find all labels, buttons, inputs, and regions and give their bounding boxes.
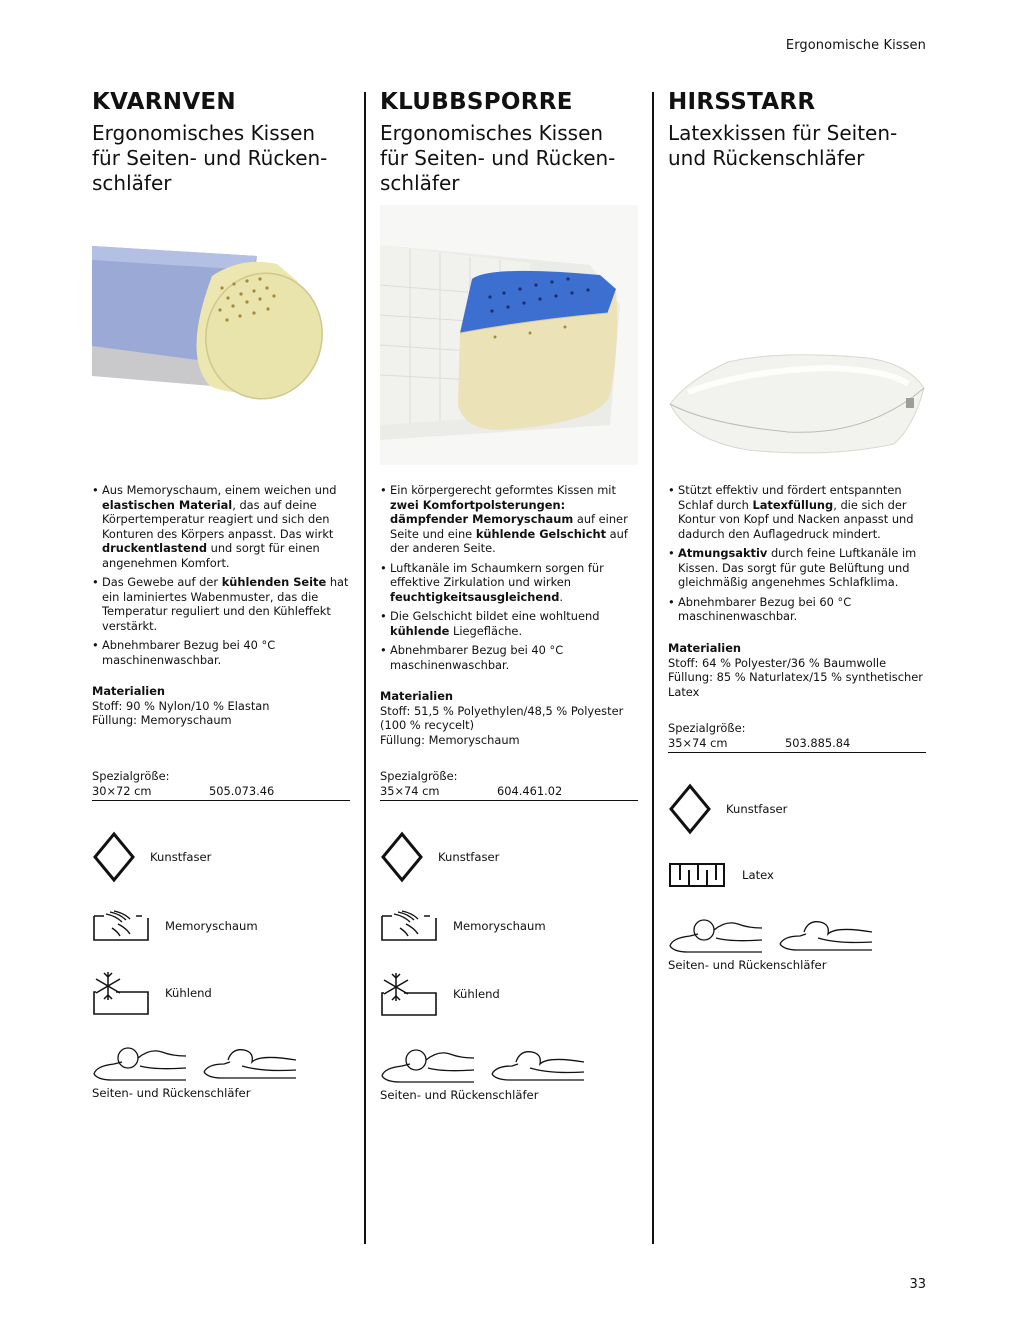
sleeper-label: Seiten- und Rückenschläfer xyxy=(92,1086,251,1100)
feature-memoryschaum xyxy=(380,910,546,942)
materials-title: Materialien xyxy=(668,641,742,655)
back-sleeper-icon xyxy=(202,1044,298,1084)
feature-memoryschaum xyxy=(92,910,258,942)
feature-kunstfaser xyxy=(380,831,499,883)
size-label: Spezialgröße: xyxy=(380,769,458,783)
feature-label: Memoryschaum xyxy=(453,919,546,933)
feature-label: Kühlend xyxy=(453,987,500,1001)
feature-label: Kunstfaser xyxy=(438,850,500,864)
materials-line: Stoff: 90 % Nylon/10 % Elastan xyxy=(92,698,270,713)
side-sleeper-icon xyxy=(92,1044,188,1084)
materials-block xyxy=(380,689,638,747)
size-row xyxy=(380,784,638,801)
feature-label: Latex xyxy=(742,868,774,882)
bullet-item: • Aus Memoryschaum, einem weichen und elastischen Material, das auf deine Körpertemperatur reagiert und sich den Konturen des Körpers anpasst. Das wirkt druckentlastend und sorgt für einen angenehmen Komfort. xyxy=(92,483,350,570)
feature-label: Kühlend xyxy=(165,986,212,1000)
bullet-item: • Abnehmbarer Bezug bei 40 °C maschinenwaschbar. xyxy=(92,638,350,667)
article-number: 604.461.02 xyxy=(497,784,563,798)
bullet-item: • Abnehmbarer Bezug bei 60 °C maschinenwaschbar. xyxy=(668,595,926,624)
sleeper-type xyxy=(92,1044,350,1100)
feature-latex xyxy=(668,861,774,889)
memory-foam-icon xyxy=(92,910,150,942)
size-dimensions: 30×72 cm xyxy=(92,784,152,798)
size-row xyxy=(92,784,350,801)
materials-line: Füllung: 85 % Naturlatex/15 % synthetischer Latex xyxy=(668,670,923,699)
back-sleeper-icon xyxy=(778,916,874,956)
size-label: Spezialgröße: xyxy=(92,769,170,783)
sleeper-type xyxy=(380,1046,638,1102)
product-subtitle: Ergonomisches Kissen für Seiten- und Rücken- schläfer xyxy=(92,121,328,195)
product-name: KLUBBSPORRE xyxy=(380,89,573,115)
size-block xyxy=(668,721,926,753)
article-number: 505.073.46 xyxy=(209,784,275,798)
bullet-item: • Luftkanäle im Schaumkern sorgen für effektive Zirkulation und wirken feuchtigkeitsausgleichend. xyxy=(380,561,638,605)
feature-label: Kunstfaser xyxy=(726,802,788,816)
size-dimensions: 35×74 cm xyxy=(668,736,728,750)
snowflake-icon xyxy=(380,971,438,1017)
bullet-item: • Das Gewebe auf der kühlenden Seite hat ein laminiertes Wabenmuster, das die Temperatur reguliert und den Kühleffekt verstärkt. xyxy=(92,575,350,633)
feature-label: Kunstfaser xyxy=(150,850,212,864)
feature-kunstfaser xyxy=(668,783,787,835)
kunstfaser-icon xyxy=(92,831,136,883)
klubbsporre-pillow-image xyxy=(380,205,638,465)
section-title: Ergonomische Kissen xyxy=(785,38,926,53)
bullet-item: • Stützt effektiv und fördert entspannten Schlaf durch Latexfüllung, die sich der Kontur von Kopf und Nacken anpasst und dadurch den Auflagedruck mindert. xyxy=(668,483,926,541)
size-block xyxy=(92,769,350,801)
kvarnven-pillow-image xyxy=(92,236,350,496)
materials-block xyxy=(668,641,926,699)
size-row xyxy=(668,736,926,753)
materials-line: Stoff: 64 % Polyester/36 % Baumwolle xyxy=(668,655,887,670)
feature-bullets xyxy=(92,483,350,672)
back-sleeper-icon xyxy=(490,1046,586,1086)
latex-icon xyxy=(668,861,726,889)
product-name: KVARNVEN xyxy=(92,89,236,115)
page-number: 33 xyxy=(909,1277,926,1292)
bullet-item: • Die Gelschicht bildet eine wohltuend kühlende Liegefläche. xyxy=(380,609,638,638)
feature-bullets xyxy=(668,483,926,629)
sleeper-type xyxy=(668,916,926,972)
product-column-klubbsporre xyxy=(380,88,640,1102)
sleeper-label: Seiten- und Rückenschläfer xyxy=(380,1088,539,1102)
materials-title: Materialien xyxy=(380,689,454,703)
bullet-item: • Ein körpergerecht geformtes Kissen mit zwei Komfortpolsterungen: dämpfender Memoryschaum auf einer Seite und eine kühlende Gelschicht auf der anderen Seite. xyxy=(380,483,638,556)
product-column-hirsstarr xyxy=(668,88,928,972)
article-number: 503.885.84 xyxy=(785,736,851,750)
kunstfaser-icon xyxy=(380,831,424,883)
column-divider xyxy=(364,92,366,1244)
feature-kuehlend xyxy=(92,970,212,1016)
bullet-item: • Atmungsaktiv durch feine Luftkanäle im Kissen. Das sorgt für gute Belüftung und gleichmäßig angenehmes Schlafklima. xyxy=(668,546,926,590)
size-label: Spezialgröße: xyxy=(668,721,746,735)
bullet-item: • Abnehmbarer Bezug bei 40 °C maschinenwaschbar. xyxy=(380,643,638,672)
materials-line: Füllung: Memoryschaum xyxy=(92,713,232,728)
feature-kunstfaser xyxy=(92,831,211,883)
column-divider xyxy=(652,92,654,1244)
feature-bullets xyxy=(380,483,638,677)
size-block xyxy=(380,769,638,801)
materials-block xyxy=(92,684,350,728)
materials-line: Stoff: 51,5 % Polyethylen/48,5 % Polyester (100 % recycelt) xyxy=(380,703,624,733)
feature-kuehlend xyxy=(380,971,500,1017)
side-sleeper-icon xyxy=(380,1046,476,1086)
side-sleeper-icon xyxy=(668,916,764,956)
product-name: HIRSSTARR xyxy=(668,89,816,115)
memory-foam-icon xyxy=(380,910,438,942)
sleeper-label: Seiten- und Rückenschläfer xyxy=(668,958,827,972)
materials-title: Materialien xyxy=(92,684,166,698)
snowflake-icon xyxy=(92,970,150,1016)
product-column-kvarnven xyxy=(92,88,352,1100)
feature-label: Memoryschaum xyxy=(165,919,258,933)
size-dimensions: 35×74 cm xyxy=(380,784,440,798)
kunstfaser-icon xyxy=(668,783,712,835)
materials-line: Füllung: Memoryschaum xyxy=(380,732,520,747)
product-subtitle: Latexkissen für Seiten- und Rückenschläfer xyxy=(668,121,898,170)
product-subtitle: Ergonomisches Kissen für Seiten- und Rücken- schläfer xyxy=(380,121,616,195)
